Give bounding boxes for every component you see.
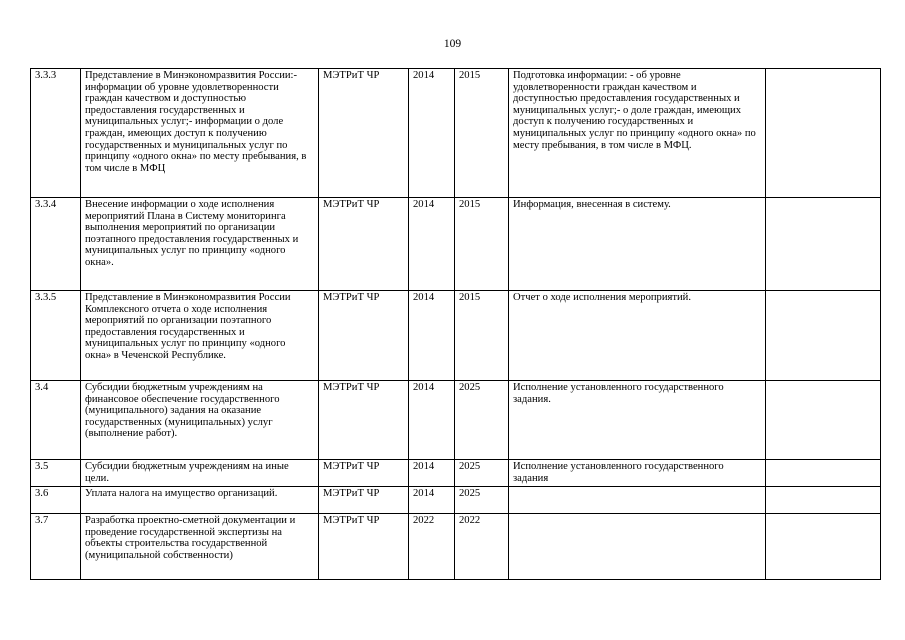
executor: МЭТРиТ ЧР	[319, 381, 409, 460]
executor: МЭТРиТ ЧР	[319, 487, 409, 514]
expected-result: Информация, внесенная в систему.	[509, 198, 766, 291]
activities-table	[30, 68, 881, 580]
extra-cell	[766, 487, 881, 514]
start-year: 2014	[409, 487, 455, 514]
item-number: 3.5	[31, 460, 81, 487]
expected-result: Отчет о ходе исполнения мероприятий.	[509, 291, 766, 381]
activity-name: Субсидии бюджетным учреждениям на иные цели.	[81, 460, 319, 487]
end-year: 2015	[455, 198, 509, 291]
expected-result: Подготовка информации: - об уровне удовлетворенности граждан качеством и доступностью предоставления государственных и муниципальных услуг;- о доле граждан, имеющих доступ к получению государственных и муниципальных услуг по принципу «одного окна» по месту пребывания, в том числе в МФЦ.	[509, 69, 766, 198]
item-number: 3.4	[31, 381, 81, 460]
table-row	[31, 487, 881, 514]
end-year: 2022	[455, 514, 509, 580]
executor: МЭТРиТ ЧР	[319, 460, 409, 487]
extra-cell	[766, 514, 881, 580]
item-number: 3.3.3	[31, 69, 81, 198]
expected-result: Исполнение установленного государственного задания	[509, 460, 766, 487]
expected-result	[509, 487, 766, 514]
expected-result	[509, 514, 766, 580]
activity-name: Представление в Минэкономразвития России:- информации об уровне удовлетворенности граждан качеством и доступностью предоставления государственных и муниципальных услуг;- информации о доле граждан, имеющих доступ к получению государственных и муниципальных услуг по принципу «одного окна» по месту пребывания, в том числе в МФЦ	[81, 69, 319, 198]
executor: МЭТРиТ ЧР	[319, 291, 409, 381]
extra-cell	[766, 460, 881, 487]
executor: МЭТРиТ ЧР	[319, 69, 409, 198]
extra-cell	[766, 69, 881, 198]
item-number: 3.3.4	[31, 198, 81, 291]
start-year: 2014	[409, 460, 455, 487]
table-row	[31, 291, 881, 381]
extra-cell	[766, 198, 881, 291]
executor: МЭТРиТ ЧР	[319, 514, 409, 580]
table-row	[31, 69, 881, 198]
end-year: 2015	[455, 69, 509, 198]
extra-cell	[766, 381, 881, 460]
extra-cell	[766, 291, 881, 381]
start-year: 2014	[409, 198, 455, 291]
activity-name: Субсидии бюджетным учреждениям на финансовое обеспечение государственного (муниципального) задания на оказание государственных (муниципальных) услуг (выполнение работ).	[81, 381, 319, 460]
expected-result: Исполнение установленного государственного задания.	[509, 381, 766, 460]
table-row	[31, 198, 881, 291]
start-year: 2014	[409, 69, 455, 198]
start-year: 2014	[409, 291, 455, 381]
page-number: 109	[443, 38, 462, 50]
executor: МЭТРиТ ЧР	[319, 198, 409, 291]
end-year: 2015	[455, 291, 509, 381]
start-year: 2022	[409, 514, 455, 580]
activity-name: Уплата налога на имущество организаций.	[81, 487, 319, 514]
start-year: 2014	[409, 381, 455, 460]
activity-name: Разработка проектно-сметной документации и проведение государственной экспертизы на объекты строительства государственной (муниципальной собственности)	[81, 514, 319, 580]
end-year: 2025	[455, 487, 509, 514]
activity-name: Внесение информации о ходе исполнения мероприятий Плана в Систему мониторинга выполнения мероприятий по организации поэтапного предоставления государственных и муниципальных услуг по принципу «одного окна».	[81, 198, 319, 291]
item-number: 3.6	[31, 487, 81, 514]
table-row	[31, 381, 881, 460]
end-year: 2025	[455, 460, 509, 487]
item-number: 3.7	[31, 514, 81, 580]
end-year: 2025	[455, 381, 509, 460]
activity-name: Представление в Минэкономразвития России Комплексного отчета о ходе исполнения мероприятий по организации поэтапного предоставления государственных и муниципальных услуг по принципу «одного окна» в Чеченской Республике.	[81, 291, 319, 381]
table-row	[31, 514, 881, 580]
item-number: 3.3.5	[31, 291, 81, 381]
table-row	[31, 460, 881, 487]
